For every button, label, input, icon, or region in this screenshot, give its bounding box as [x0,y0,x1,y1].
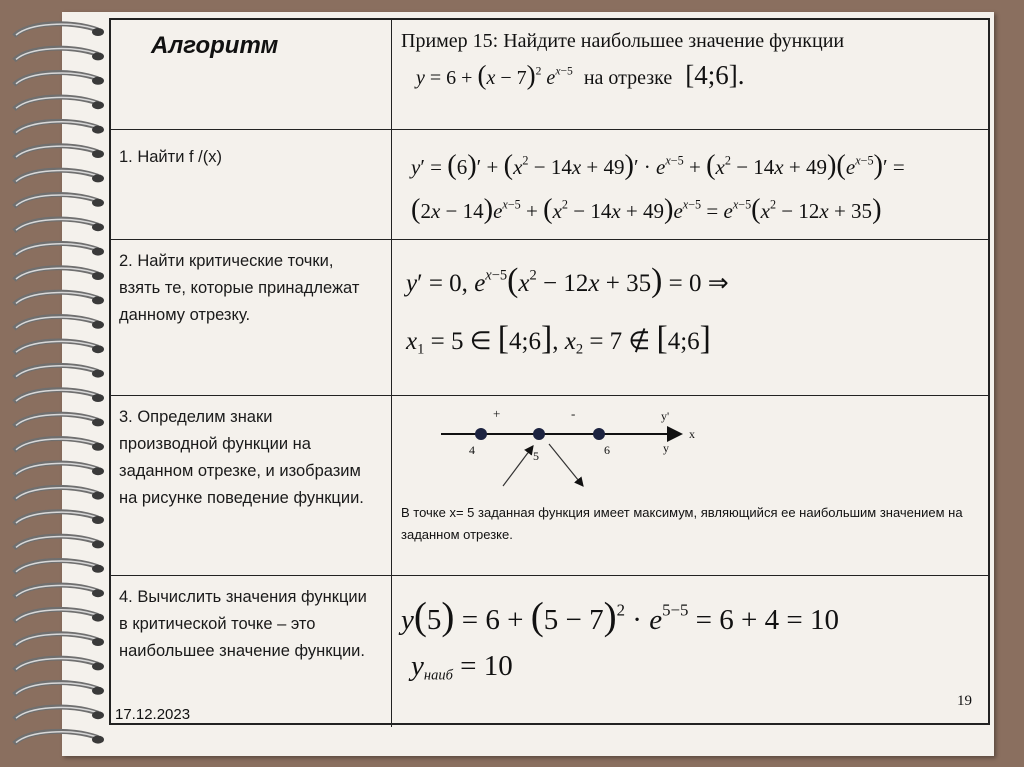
max-value-line: $y_{наиб} = 10$ [411,650,513,684]
sign-minus: - [571,406,576,421]
increase-arrow [503,446,533,486]
bottom-label: y [663,441,669,455]
maximum-note: В точке х= 5 заданная функция имеет максимум, являющийся ее наибольшим значением на заданном отрезке. [401,505,963,542]
axis-label: x [689,427,695,441]
footer-date: 17.12.2023 [115,706,191,723]
algorithm-table [109,18,990,725]
point-5 [533,428,545,440]
point-6 [593,428,605,440]
table-row [111,576,988,727]
table-header-row [111,20,988,130]
step-2-label: 2. Найти критические точки, взять те, которые принадлежат данному отрезку. [119,252,360,324]
value-line: $y(5) = 6 + (5 - 7)^2 \cdot e^{5-5} = 6 + 4 = 10$ [401,595,839,638]
decrease-arrow [549,444,583,486]
label-5: 5 [533,449,539,463]
sign-number-line [431,404,701,494]
example-label: Пример 15: Найдите наибольшее значение функции [401,30,845,52]
table-row [111,240,988,396]
algorithm-title: Алгоритм [151,32,279,59]
critical-points-line: $x_1 = 5$ ∈ [4;6], $x_2 = 7$ ∉ [4;6] [406,320,711,358]
step-1-label: 1. Найти f /(x) [119,148,223,166]
sign-plus: + [493,406,501,421]
top-label: y' [661,409,670,423]
page-number: 19 [957,693,972,709]
segment-value: [4;6]. [685,60,745,90]
table-row [111,396,988,576]
on-segment-label: на отрезке [583,67,673,89]
label-6: 6 [604,443,610,457]
derivative-line-2: $(2x - 14)e^{x-5} + (x^2 - 14x + 49)e^{x-5} = e^{x-5}(x^2 - 12x + 35)$ [411,194,882,225]
derivative-line-1: $y' = (6)' + (x^2 - 14x + 49)' \cdot e^{x-5} + (x^2 - 14x + 49)(e^{x-5})'$ = [411,150,905,181]
label-4: 4 [469,443,475,457]
table-row [111,130,988,240]
function-formula: $y = 6 + (x - 7)^2$ $e^{x-5}$ на отрезке [4;6]. [416,60,745,90]
critical-eq-line: y′ = 0, $e^{x-5}(x^2 - 12x + 35) = 0$ ⇒ [406,262,729,299]
step-3-label: 3. Определим знаки производной функции на заданном отрезке, и изобразим на рисунке поведение функции. [119,408,364,507]
point-4 [475,428,487,440]
step-4-label: 4. Вычислить значения функции в критической точке – это наибольшее значение функции. [119,588,367,660]
